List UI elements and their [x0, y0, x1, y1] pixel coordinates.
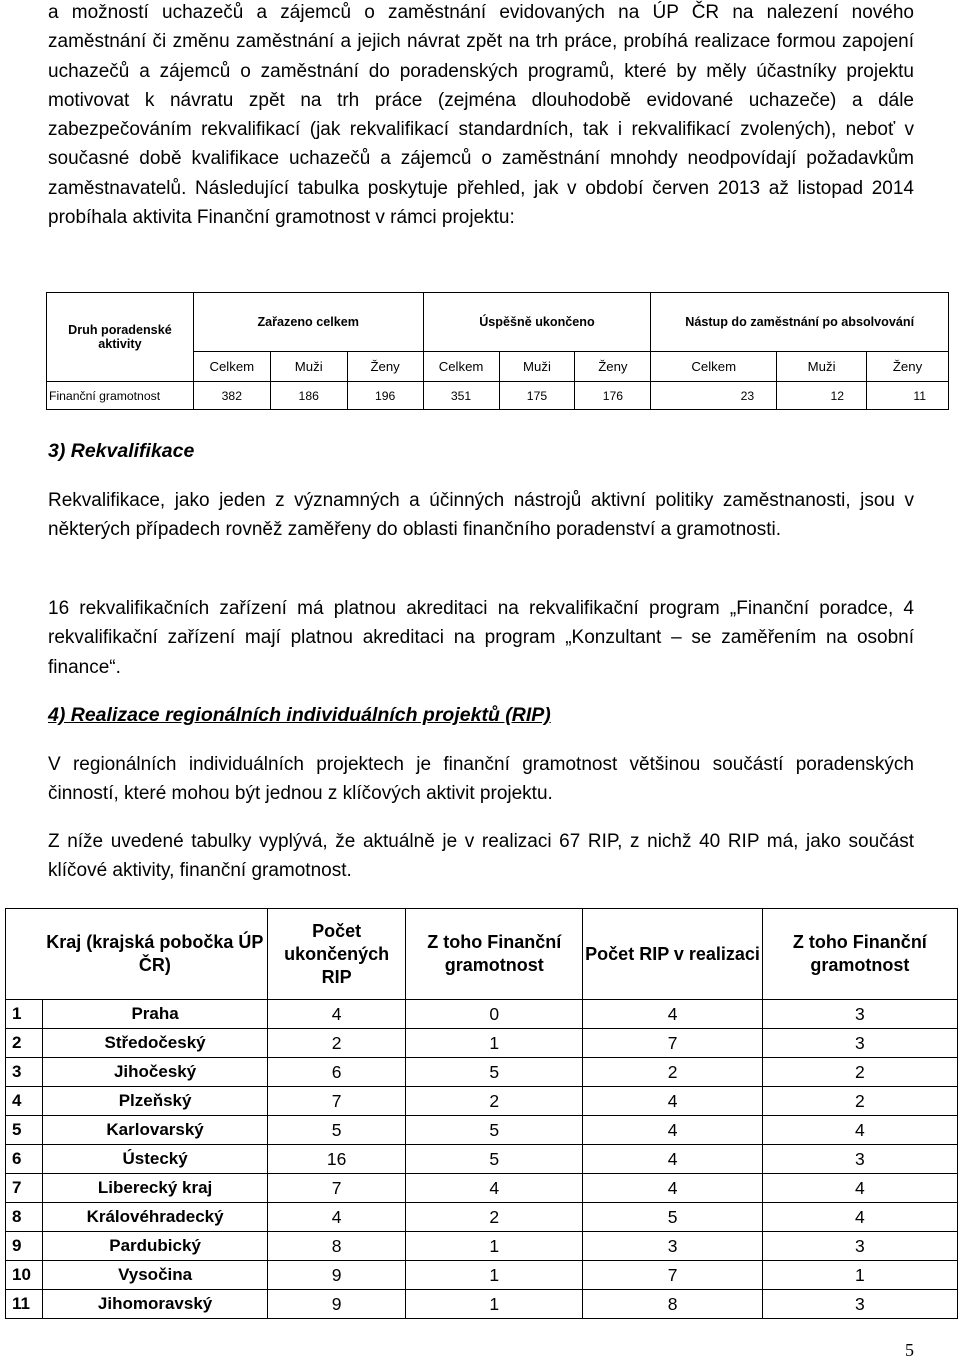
count-fg-ukoncene: 4 — [406, 1174, 583, 1203]
table-row — [6, 1232, 958, 1261]
count-fg-ukoncene: 5 — [406, 1058, 583, 1087]
table-row — [6, 1058, 958, 1087]
paragraph-akreditace: 16 rekvalifikačních zařízení má platnou akreditaci na rekvalifikační program „Finanční poradce, 4 rekvalifikační zařízení mají platnou akreditaci na program „Konzultant – se zaměřením na osobní finance“. — [48, 598, 914, 678]
rip-by-region-table — [5, 908, 958, 1319]
paragraph-rekvalifikace: Rekvalifikace, jako jeden z významných a účinných nástrojů aktivní politiky zaměstnanosti, jsou v některých případech rovněž zaměřeny do oblasti finančního poradenství a gramotnosti. — [48, 490, 914, 541]
paragraph-rip-count: Z níže uvedené tabulky vyplývá, že aktuálně je v realizaci 67 RIP, z nichž 40 RIP má, jako součást klíčové aktivity, finanční gramotnost. — [48, 831, 914, 882]
subheader-muzi: Muži — [499, 352, 575, 382]
region-name: Středočeský — [42, 1029, 267, 1058]
count-fg-realizace: 4 — [762, 1174, 957, 1203]
count-fg-ukoncene: 1 — [406, 1232, 583, 1261]
count-fg-ukoncene: 1 — [406, 1029, 583, 1058]
count-fg-ukoncene: 5 — [406, 1116, 583, 1145]
row-number: 8 — [6, 1203, 43, 1232]
row-number: 6 — [6, 1145, 43, 1174]
table-row — [6, 1087, 958, 1116]
count-realizace: 3 — [583, 1232, 762, 1261]
region-name: Pardubický — [42, 1232, 267, 1261]
count-ukoncene: 5 — [268, 1116, 406, 1145]
row-number: 11 — [6, 1290, 43, 1319]
count-fg-realizace: 4 — [762, 1203, 957, 1232]
count-realizace: 4 — [583, 1174, 762, 1203]
count-fg-ukoncene: 2 — [406, 1203, 583, 1232]
count-realizace: 4 — [583, 1087, 762, 1116]
row-number: 1 — [6, 1000, 43, 1029]
subheader-celkem: Celkem — [193, 352, 270, 382]
table-row — [6, 1029, 958, 1058]
count-ukoncene: 4 — [268, 1203, 406, 1232]
count-realizace: 2 — [583, 1058, 762, 1087]
subheader-zeny: Ženy — [347, 352, 423, 382]
table-cell: 23 — [651, 382, 777, 410]
count-ukoncene: 16 — [268, 1145, 406, 1174]
count-realizace: 7 — [583, 1029, 762, 1058]
row-number: 9 — [6, 1232, 43, 1261]
table-row — [6, 1116, 958, 1145]
count-fg-ukoncene: 2 — [406, 1087, 583, 1116]
subheader-celkem: Celkem — [423, 352, 499, 382]
row-number: 5 — [6, 1116, 43, 1145]
subheader-muzi: Muži — [270, 352, 347, 382]
table-row — [6, 1203, 958, 1232]
row-number: 4 — [6, 1087, 43, 1116]
table-cell: 351 — [423, 382, 499, 410]
row-number: 3 — [6, 1058, 43, 1087]
header-pocet-realizace: Počet RIP v realizaci — [583, 909, 762, 1000]
region-name: Plzeňský — [42, 1087, 267, 1116]
region-name: Královéhradecký — [42, 1203, 267, 1232]
count-fg-realizace: 3 — [762, 1232, 957, 1261]
count-fg-realizace: 2 — [762, 1087, 957, 1116]
subheader-zeny: Ženy — [867, 352, 949, 382]
count-fg-realizace: 3 — [762, 1290, 957, 1319]
count-realizace: 7 — [583, 1261, 762, 1290]
count-fg-ukoncene: 1 — [406, 1261, 583, 1290]
section-heading-rip: 4) Realizace regionálních individuálních projektů (RIP) — [48, 704, 551, 726]
activity-summary-table — [46, 292, 949, 410]
header-nastup-do-zamestnani: Nástup do zaměstnání po absolvování — [651, 293, 949, 352]
count-ukoncene: 4 — [268, 1000, 406, 1029]
count-fg-ukoncene: 1 — [406, 1290, 583, 1319]
row-number: 7 — [6, 1174, 43, 1203]
count-fg-realizace: 1 — [762, 1261, 957, 1290]
count-ukoncene: 6 — [268, 1058, 406, 1087]
table-cell: 176 — [575, 382, 651, 410]
region-name: Praha — [42, 1000, 267, 1029]
count-realizace: 4 — [583, 1145, 762, 1174]
count-fg-realizace: 3 — [762, 1145, 957, 1174]
count-fg-realizace: 3 — [762, 1000, 957, 1029]
count-ukoncene: 9 — [268, 1261, 406, 1290]
count-fg-realizace: 3 — [762, 1029, 957, 1058]
count-fg-ukoncene: 5 — [406, 1145, 583, 1174]
count-realizace: 5 — [583, 1203, 762, 1232]
count-realizace: 4 — [583, 1116, 762, 1145]
count-ukoncene: 7 — [268, 1174, 406, 1203]
count-realizace: 8 — [583, 1290, 762, 1319]
header-empty — [6, 909, 43, 1000]
count-fg-realizace: 2 — [762, 1058, 957, 1087]
header-z-toho-fg-ukoncene: Z toho Finanční gramotnost — [406, 909, 583, 1000]
count-ukoncene: 8 — [268, 1232, 406, 1261]
row-number: 10 — [6, 1261, 43, 1290]
table-cell: 382 — [193, 382, 270, 410]
paragraph-rip: V regionálních individuálních projektech je finanční gramotnost většinou součástí poradenských činností, které mohou být jednou z klíčových aktivit projektu. — [48, 754, 914, 805]
region-name: Jihomoravský — [42, 1290, 267, 1319]
count-fg-realizace: 4 — [762, 1116, 957, 1145]
count-ukoncene: 2 — [268, 1029, 406, 1058]
table-row — [6, 1261, 958, 1290]
count-ukoncene: 9 — [268, 1290, 406, 1319]
region-name: Jihočeský — [42, 1058, 267, 1087]
region-name: Karlovarský — [42, 1116, 267, 1145]
row-number: 2 — [6, 1029, 43, 1058]
count-fg-ukoncene: 0 — [406, 1000, 583, 1029]
table-row — [6, 1145, 958, 1174]
table-row — [6, 1290, 958, 1319]
header-druh-aktivity: Druh poradenské aktivity — [47, 293, 194, 382]
header-z-toho-fg-realizace: Z toho Finanční gramotnost — [762, 909, 957, 1000]
count-ukoncene: 7 — [268, 1087, 406, 1116]
table-cell: 196 — [347, 382, 423, 410]
table-row — [47, 382, 949, 410]
table-row — [6, 1000, 958, 1029]
table-row — [6, 1174, 958, 1203]
subheader-muzi: Muži — [777, 352, 867, 382]
region-name: Vysočina — [42, 1261, 267, 1290]
table-cell: 175 — [499, 382, 575, 410]
header-kraj: Kraj (krajská pobočka ÚP ČR) — [42, 909, 267, 1000]
region-name: Ústecký — [42, 1145, 267, 1174]
header-pocet-ukoncenych: Počet ukončených RIP — [268, 909, 406, 1000]
table-cell: 11 — [867, 382, 949, 410]
header-zarazeno-celkem: Zařazeno celkem — [193, 293, 423, 352]
subheader-celkem: Celkem — [651, 352, 777, 382]
count-realizace: 4 — [583, 1000, 762, 1029]
table-cell: 186 — [270, 382, 347, 410]
table-cell: 12 — [777, 382, 867, 410]
subheader-zeny: Ženy — [575, 352, 651, 382]
row-label: Finanční gramotnost — [47, 382, 194, 410]
section-heading-rekvalifikace: 3) Rekvalifikace — [48, 440, 195, 462]
region-name: Liberecký kraj — [42, 1174, 267, 1203]
header-uspesne-ukonceno: Úspěšně ukončeno — [423, 293, 651, 352]
page-number: 5 — [905, 1340, 914, 1360]
paragraph-intro: a možností uchazečů a zájemců o zaměstnání evidovaných na ÚP ČR na nalezení nového zaměstnání či změnu zaměstnání a jejich návrat zpět na trh práce, probíhá realizace formou zapojení uchazečů a zájemců o zaměstnání do poradenských programů, které by měly účastníky projektu motivovat k návratu zpět na trh práce (zejména dlouhodobě evidované uchazeče) a dále zabezpečováním rekvalifikací (jak rekvalifikací standardních, tak i rekvalifikací zvolených), neboť v současné době kvalifikace uchazečů a zájemců o zaměstnání mnohdy neodpovídají požadavkům zaměstnavatelů. Následující tabulka poskytuje přehled, jak v období červen 2013 až listopad 2014 probíhala aktivita Finanční gramotnost v rámci projektu: — [48, 2, 914, 229]
